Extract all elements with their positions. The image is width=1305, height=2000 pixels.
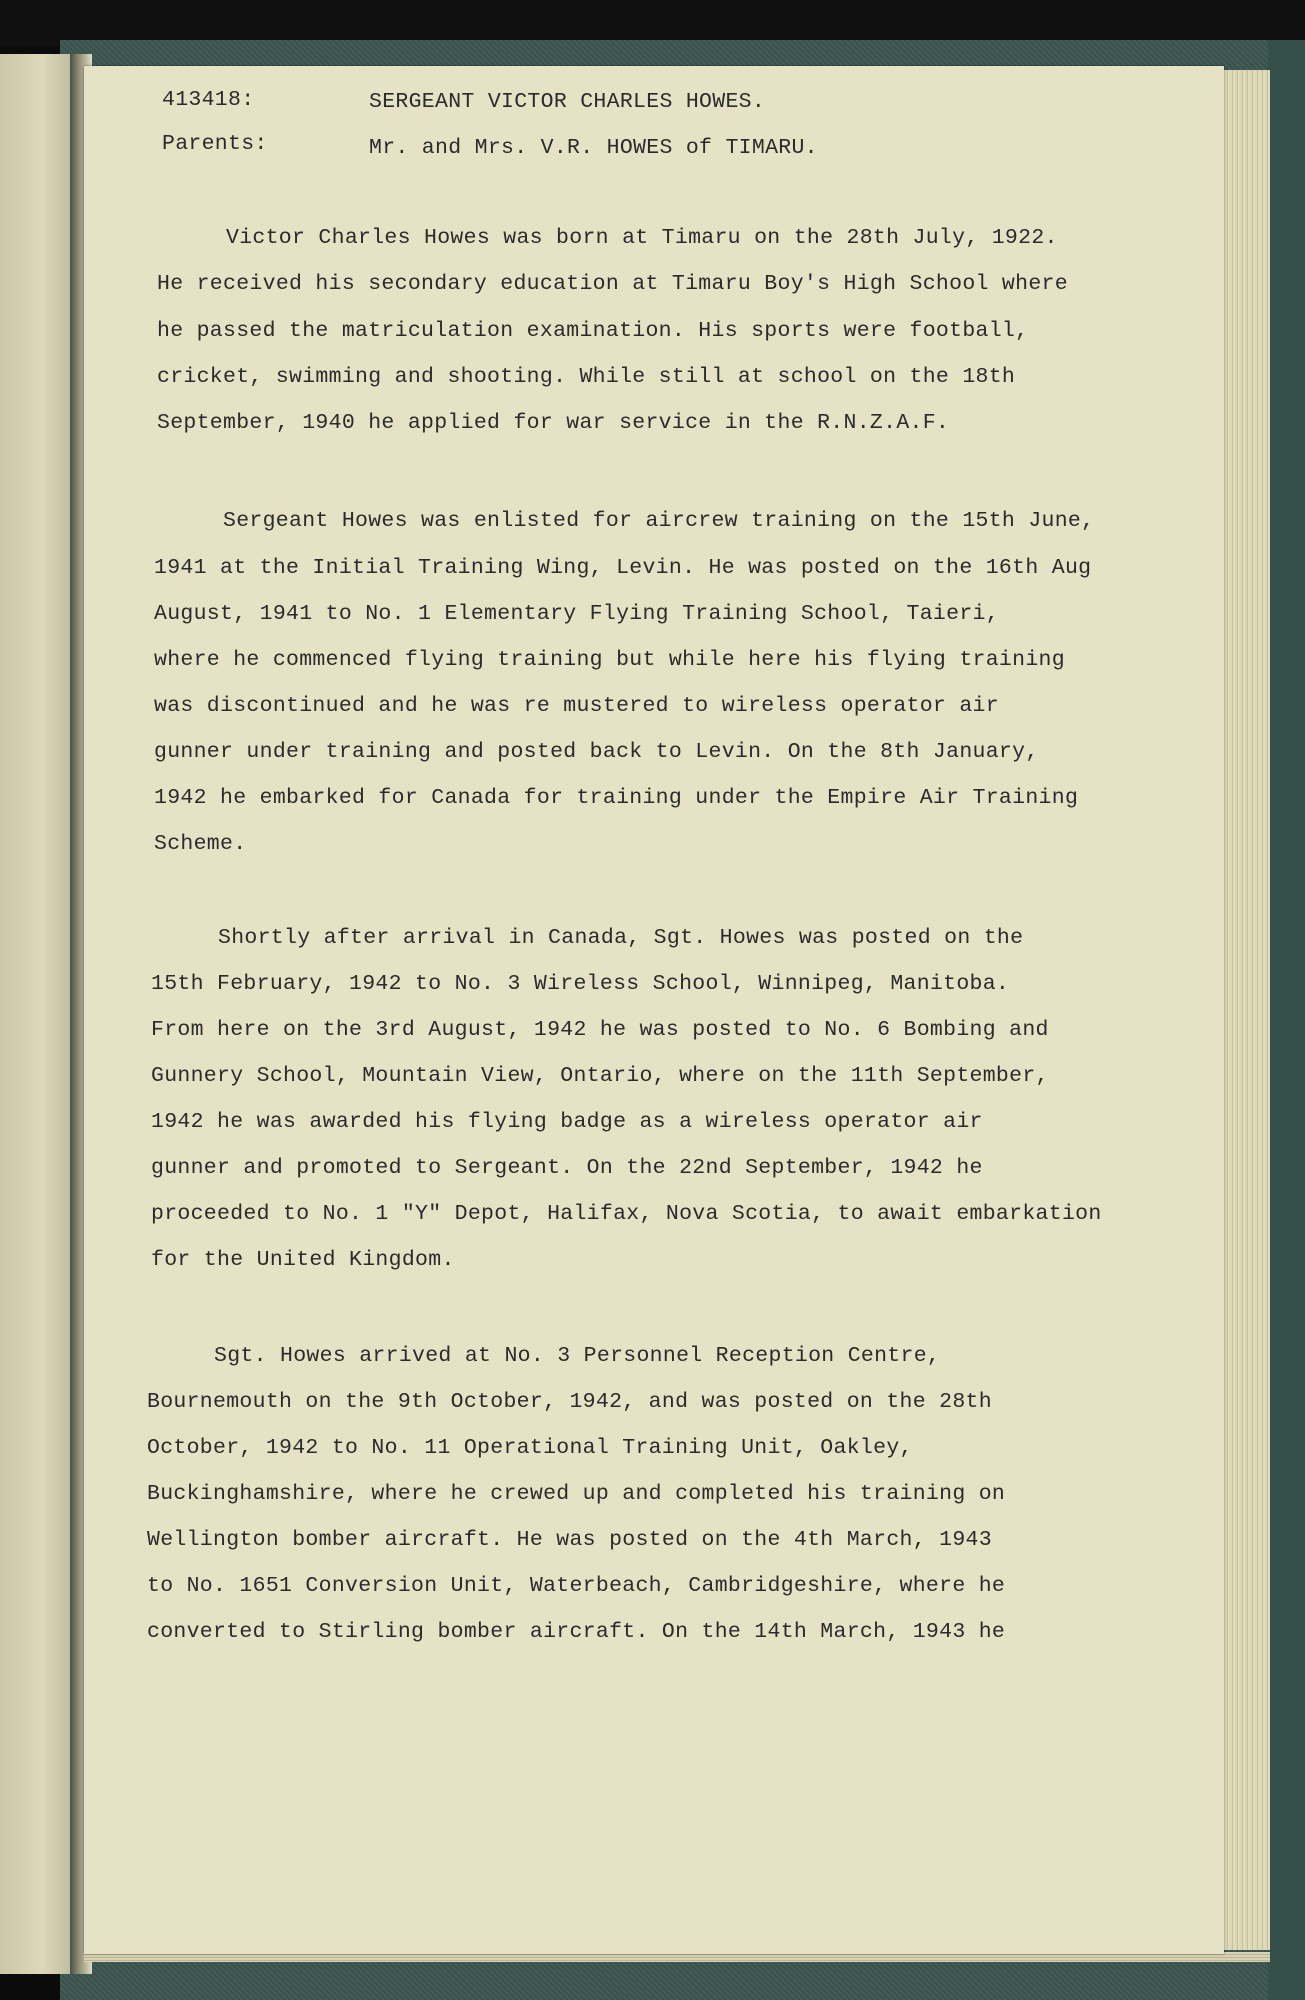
- body-line: Gunnery School, Mountain View, Ontario, where on the 11th September,: [151, 1064, 1049, 1088]
- body-line: September, 1940 he applied for war service in the R.N.Z.A.F.: [157, 411, 950, 435]
- service-number: 413418:: [162, 88, 255, 112]
- body-line: 15th February, 1942 to No. 3 Wireless School, Winnipeg, Manitoba.: [151, 972, 1010, 996]
- body-line: he passed the matriculation examination. His sports were football,: [157, 319, 1029, 343]
- body-line: converted to Stirling bomber aircraft. On the 14th March, 1943 he: [147, 1620, 1006, 1644]
- parents-label: Parents:: [162, 132, 268, 156]
- body-line: 1942 he was awarded his flying badge as a wireless operator air: [151, 1110, 983, 1134]
- body-line: proceeded to No. 1 "Y" Depot, Halifax, Nova Scotia, to await embarkation: [151, 1202, 1102, 1226]
- body-line: gunner under training and posted back to Levin. On the 8th January,: [154, 740, 1039, 764]
- document-page: [84, 66, 1224, 1954]
- body-line: He received his secondary education at Timaru Boy's High School where: [157, 272, 1068, 296]
- body-line: From here on the 3rd August, 1942 he was posted to No. 6 Bombing and: [151, 1018, 1049, 1042]
- book-binding-edge: [1268, 40, 1305, 2000]
- body-line: August, 1941 to No. 1 Elementary Flying Training School, Taieri,: [154, 602, 999, 626]
- body-line: Bournemouth on the 9th October, 1942, and was posted on the 28th: [147, 1390, 992, 1414]
- body-line: Wellington bomber aircraft. He was posted on the 4th March, 1943: [147, 1528, 992, 1552]
- body-line: Victor Charles Howes was born at Timaru on the 28th July, 1922.: [226, 226, 1058, 250]
- facing-page-edge: [0, 54, 73, 1974]
- body-line: 1942 he embarked for Canada for training under the Empire Air Training: [154, 786, 1079, 810]
- body-line: Scheme.: [154, 832, 247, 856]
- record-name: SERGEANT VICTOR CHARLES HOWES.: [369, 90, 766, 114]
- body-line: Sgt. Howes arrived at No. 3 Personnel Reception Centre,: [214, 1344, 941, 1368]
- body-line: Sergeant Howes was enlisted for aircrew training on the 15th June,: [223, 509, 1095, 533]
- body-line: Shortly after arrival in Canada, Sgt. Howes was posted on the: [218, 926, 1024, 950]
- body-line: 1941 at the Initial Training Wing, Levin. He was posted on the 16th Aug: [154, 556, 1092, 580]
- body-line: for the United Kingdom.: [151, 1248, 455, 1272]
- body-line: where he commenced flying training but while here his flying training: [154, 648, 1065, 672]
- parents-value: Mr. and Mrs. V.R. HOWES of TIMARU.: [369, 136, 818, 160]
- body-line: Buckinghamshire, where he crewed up and completed his training on: [147, 1482, 1006, 1506]
- body-line: was discontinued and he was re mustered to wireless operator air: [154, 694, 999, 718]
- body-line: cricket, swimming and shooting. While still at school on the 18th: [157, 365, 1016, 389]
- body-line: to No. 1651 Conversion Unit, Waterbeach, Cambridgeshire, where he: [147, 1574, 1006, 1598]
- body-line: October, 1942 to No. 11 Operational Training Unit, Oakley,: [147, 1436, 913, 1460]
- body-line: gunner and promoted to Sergeant. On the 22nd September, 1942 he: [151, 1156, 983, 1180]
